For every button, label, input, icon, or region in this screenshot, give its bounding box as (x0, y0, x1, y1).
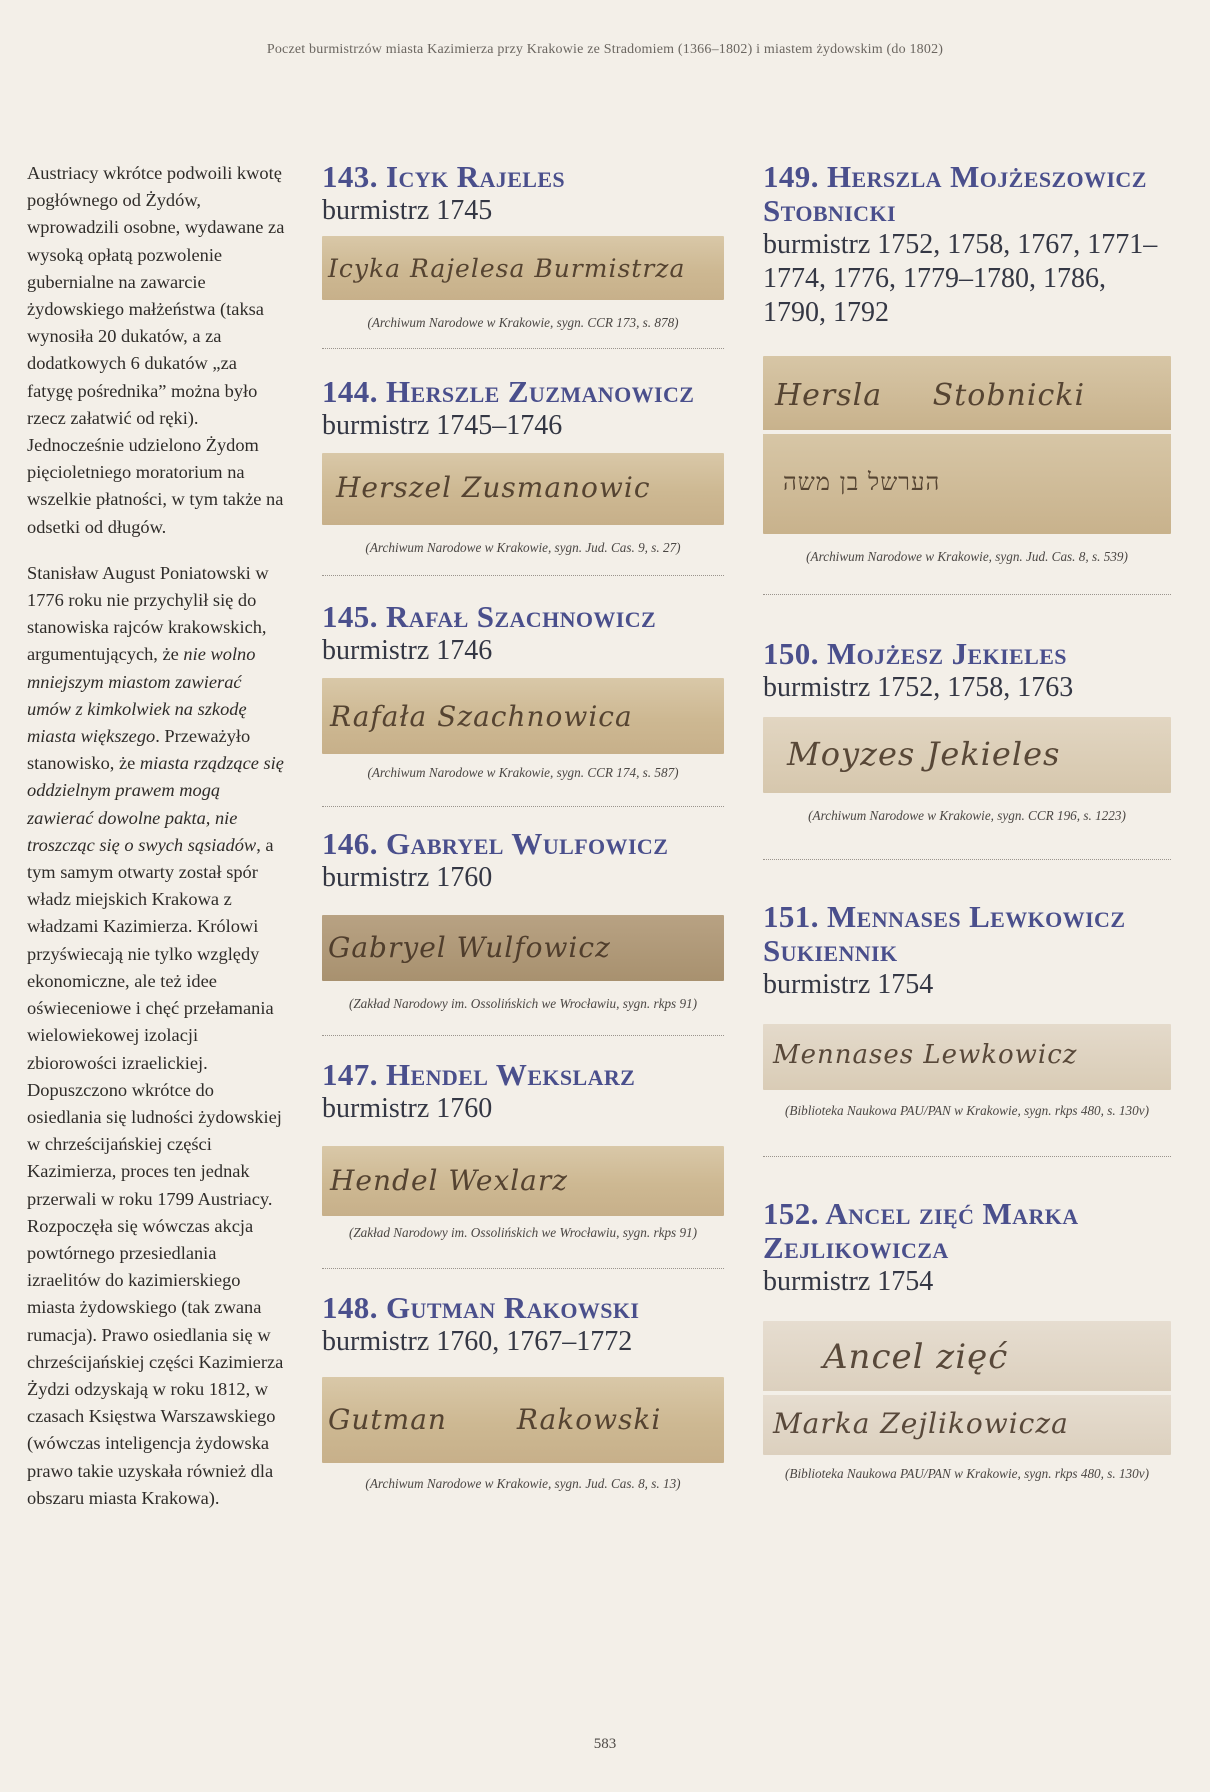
entry-name: Hendel Wekslarz (386, 1057, 636, 1092)
entry-150 (763, 637, 1171, 860)
signature-script: Gutman Rakowski (328, 1403, 662, 1436)
entry-role: burmistrz 1745 (322, 195, 493, 226)
signature-script: Gabryel Wulfowicz (328, 931, 611, 964)
signature-script: Mennases Lewkowicz (773, 1040, 1078, 1070)
entry-title (322, 375, 724, 409)
entry-role: burmistrz 1752, 1758, 1767, 1771–1774, 1776, 1779–1780, 1786, 1790, 1792 (763, 229, 1158, 328)
dotted-divider (763, 594, 1171, 595)
signature-script: Herszel Zusmanowic (336, 471, 651, 504)
entry-title (322, 1058, 724, 1092)
entry-name: Mennases Lewkowicz Sukiennik (763, 899, 1126, 968)
signature-image (763, 356, 1171, 534)
entry-number: 147. (322, 1057, 378, 1092)
signature-script-hebrew: הערשל בן משה (783, 468, 941, 496)
page-number: 583 (593, 1736, 617, 1752)
intro-text (27, 160, 285, 1531)
signature-image (322, 1377, 724, 1463)
source-caption: (Biblioteka Naukowa PAU/PAN w Krakowie, sygn. rkps 480, s. 130v) (785, 1103, 1149, 1118)
entry-number: 149. (763, 159, 819, 194)
entry-title (763, 160, 1171, 228)
entry-147 (322, 1058, 724, 1269)
entry-144 (322, 375, 724, 576)
intro-p2-quote-1: nie wolno mniejszym miastom zawierać umów z kimkolwiek na szkodę miasta większego (27, 644, 256, 747)
entry-role: burmistrz 1760, 1767–1772 (322, 1326, 633, 1357)
entry-145 (322, 600, 724, 807)
signature-image (322, 1146, 724, 1216)
entry-number: 143. (322, 159, 378, 194)
source-caption: (Zakład Narodowy im. Ossolińskich we Wrocławiu, sygn. rkps 91) (348, 1225, 698, 1240)
entry-146 (322, 827, 724, 1036)
entry-title (322, 1291, 724, 1325)
entry-role: burmistrz 1754 (763, 969, 934, 1000)
entry-148 (322, 1291, 724, 1493)
dotted-divider (322, 1268, 724, 1269)
source-caption: (Zakład Narodowy im. Ossolińskich we Wrocławiu, sygn. rkps 91) (348, 996, 698, 1011)
entry-title (763, 637, 1171, 671)
dotted-divider (322, 348, 724, 349)
entry-number: 146. (322, 826, 378, 861)
entry-143 (322, 160, 724, 349)
intro-p2-quote-2: miasta rządzące się oddzielnym prawem mogą zawierać dowolne pakta, nie troszcząc się o swych sąsiadów (27, 753, 284, 855)
entry-role: burmistrz 1745–1746 (322, 410, 563, 441)
signature-image (763, 1024, 1171, 1090)
running-head: Poczet burmistrzów miasta Kazimierza przy Krakowie ze Stradomiem (1366–1802) i miastem żydowskim (do 1802) (266, 42, 944, 57)
entry-role: burmistrz 1752, 1758, 1763 (763, 672, 1074, 703)
entry-name: Herszla Mojżeszowicz Stobnicki (763, 159, 1147, 228)
entries-column-right (763, 160, 1171, 1483)
signature-image (322, 236, 724, 300)
signature-image (322, 678, 724, 754)
entry-role: burmistrz 1760 (322, 862, 493, 893)
entry-number: 151. (763, 899, 819, 934)
dotted-divider (763, 859, 1171, 860)
entry-role: burmistrz 1746 (322, 635, 493, 666)
entry-title (322, 600, 724, 634)
source-caption: (Biblioteka Naukowa PAU/PAN w Krakowie, sygn. rkps 480, s. 130v) (785, 1466, 1149, 1481)
dotted-divider (763, 1156, 1171, 1157)
entry-149 (763, 160, 1171, 595)
entry-number: 152. (763, 1196, 819, 1231)
entry-title (322, 827, 724, 861)
signature-image (763, 717, 1171, 793)
entry-number: 144. (322, 374, 378, 409)
signature-script: Rafała Szachnowica (330, 700, 633, 733)
source-caption: (Archiwum Narodowe w Krakowie, sygn. CCR 196, s. 1223) (808, 808, 1126, 823)
signature-script: Moyzes Jekieles (787, 735, 1061, 773)
source-caption: (Archiwum Narodowe w Krakowie, sygn. Jud. Cas. 8, s. 13) (365, 1476, 681, 1491)
source-caption: (Archiwum Narodowe w Krakowie, sygn. Jud. Cas. 8, s. 539) (806, 549, 1128, 564)
entry-number: 150. (763, 636, 819, 671)
entry-name: Herszle Zuzmanowicz (386, 374, 695, 409)
signature-script: Icyka Rajelesa Burmistrza (328, 254, 686, 283)
entry-name: Gutman Rakowski (386, 1290, 640, 1325)
source-caption: (Archiwum Narodowe w Krakowie, sygn. CCR 173, s. 878) (367, 315, 679, 330)
entry-151 (763, 900, 1171, 1157)
signature-script: Ancel zięć (823, 1337, 1009, 1377)
entry-role: burmistrz 1754 (763, 1266, 934, 1297)
intro-p2-text-a: Stanisław August Poniatowski w 1776 roku nie przychylił się do stanowiska rajców krakowskich, argumentujących, że (27, 562, 269, 665)
entry-number: 145. (322, 599, 378, 634)
intro-p2-text-b: . Przeważyło stanowisko, że (27, 726, 251, 774)
entry-title (322, 160, 724, 194)
signature-image (322, 453, 724, 525)
entry-152 (763, 1197, 1171, 1483)
dotted-divider (322, 575, 724, 576)
signature-image (322, 915, 724, 981)
dotted-divider (322, 1035, 724, 1036)
entry-name: Ancel zięć Marka Zejlikowicza (763, 1196, 1079, 1265)
entry-role: burmistrz 1760 (322, 1093, 493, 1124)
source-caption: (Archiwum Narodowe w Krakowie, sygn. CCR 174, s. 587) (367, 765, 679, 780)
intro-p2-text-c: , a tym samym otwarty został spór władz miejskich Krakowa z władzami Kazimierza. Królowi przyświecają nie tylko względy ekonomiczne, ale też idee oświeceniowe i chęć przełamania wielowiekowej izolacji zbiorowości izraelickiej. Dopuszczono wkrótce do osiedlania się ludności żydowskiej w chrześcijańskiej części Kazimierza, proces ten jednak przerwali w roku 1799 Austriacy. Rozpoczęła się wówczas akcja powtórnego przesiedlania izraelitów do kazimierskiego miasta żydowskiego (tak zwana rumacja). Prawo osiedlania się w chrześcijańskiej części Kazimierza Żydzi odzyskają w roku 1812, w czasach Księstwa Warszawskiego (wówczas inteligencja żydowska prawo takie uzyskała również dla obszaru miasta Krakowa). (27, 834, 284, 1508)
entries-column-left (322, 160, 724, 1493)
signature-script-second-line: Marka Zejlikowicza (773, 1407, 1069, 1440)
entry-number: 148. (322, 1290, 378, 1325)
signature-image (763, 1321, 1171, 1455)
entry-name: Rafał Szachnowicz (386, 599, 657, 634)
entry-name: Mojżesz Jekieles (827, 636, 1067, 671)
entry-name: Icyk Rajeles (386, 159, 566, 194)
source-caption: (Archiwum Narodowe w Krakowie, sygn. Jud. Cas. 9, s. 27) (365, 540, 681, 555)
entry-title (763, 900, 1171, 968)
dotted-divider (322, 806, 724, 807)
signature-script: Hendel Wexlarz (330, 1164, 569, 1197)
signature-script: Hersla Stobnicki (775, 378, 1086, 413)
intro-paragraph-1: Austriacy wkrótce podwoili kwotę pogłównego od Żydów, wprowadzili osobne, wydawane za wysoką opłatą pozwolenie gubernialne na zawarcie żydowskiego małżeństwa (taksa wynosiła 20 dukatów, a za dodatkowych 6 dukatów „za fatygę pośrednika” można było rzecz załatwić od ręki). Jednocześnie udzielono Żydom pięcioletniego moratorium na wszelkie płatności, w tym także na odsetki od długów. (27, 163, 285, 537)
entry-name: Gabryel Wulfowicz (386, 826, 669, 861)
intro-paragraph-2 (27, 560, 285, 1512)
entry-title (763, 1197, 1171, 1265)
